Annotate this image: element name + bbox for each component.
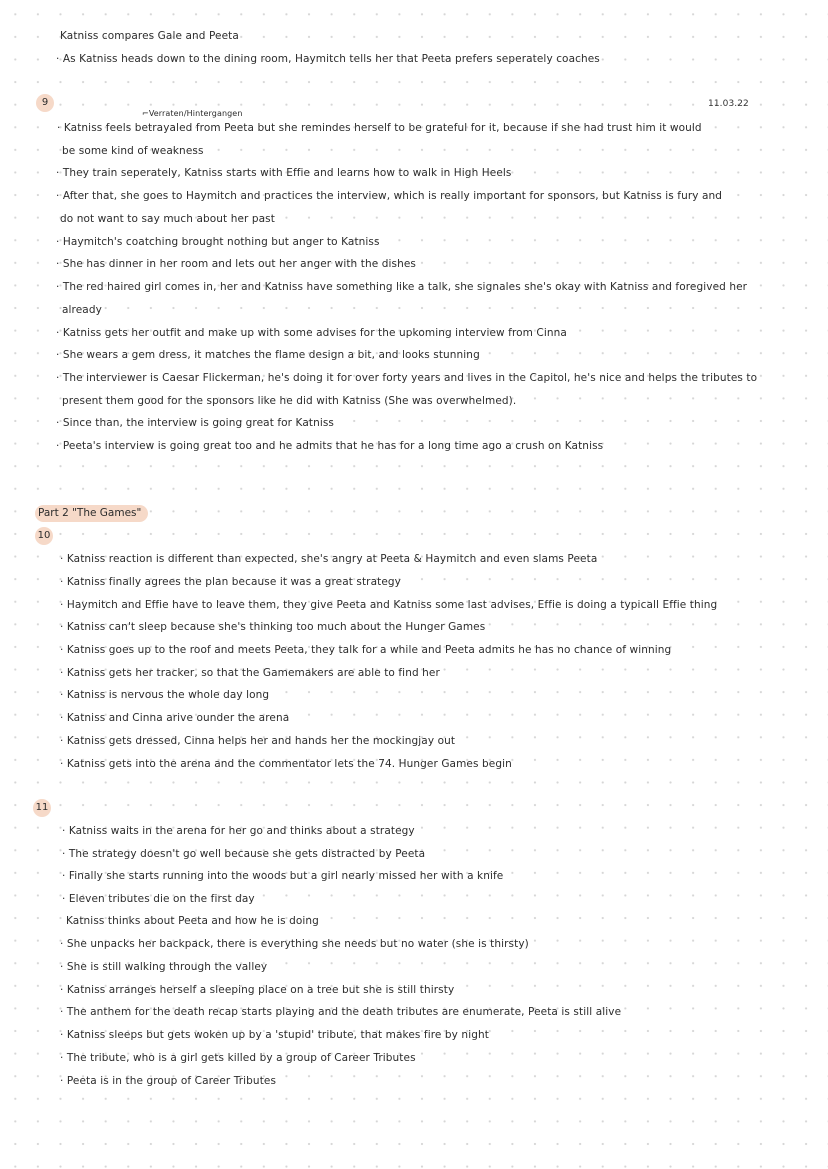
list-item: · Katniss goes up to the roof and meets Peeta, they talk for a while and Peeta admits he has no chance of winning <box>60 644 672 656</box>
list-item: · Finally she starts running into the woods but a girl nearly missed her with a knife <box>62 870 504 882</box>
list-item: · Katniss is nervous the whole day long <box>60 689 270 701</box>
list-item: do not want to say much about her past <box>60 213 275 225</box>
list-item: · Eleven tributes die on the first day <box>62 893 255 905</box>
list-item: · Since than, the interview is going great for Katniss <box>56 417 334 429</box>
list-item: · Katniss gets her tracker, so that the Gamemakers are able to find her <box>60 667 440 679</box>
list-item: Katniss thinks about Peeta and how he is doing <box>66 915 319 927</box>
list-item: · Katniss feels betrayaled from Peeta but she remindes herself to be grateful for it, because if she had trust him it would <box>57 122 702 134</box>
intro-line: Katniss compares Gale and Peeta <box>60 30 239 42</box>
chapter-10-badge: 10 <box>35 527 53 545</box>
chapter-11-badge: 11 <box>33 799 51 817</box>
list-item: · Haymitch's coatching brought nothing but anger to Katniss <box>56 236 380 248</box>
date-label: 11.03.22 <box>708 99 749 109</box>
annotation-text: Verraten/Hintergangen <box>148 109 243 118</box>
list-item: · Katniss gets into the arena and the commentator lets the 74. Hunger Games begin <box>60 758 512 770</box>
list-item: · Katniss arranges herself a sleeping place on a tree but she is still thirsty <box>60 984 455 996</box>
list-item: · Katniss can't sleep because she's thinking too much about the Hunger Games <box>60 621 486 633</box>
part-2-title: Part 2 "The Games" <box>35 505 148 522</box>
list-item: · The red haired girl comes in, her and Katniss have something like a talk, she signales she's okay with Katniss and foregived her <box>56 281 748 293</box>
list-item: · She wears a gem dress, it matches the flame design a bit, and looks stunning <box>56 349 480 361</box>
list-item: · Katniss reaction is different than expected, she's angry at Peeta & Haymitch and even slams Peeta <box>60 553 598 565</box>
list-item: be some kind of weakness <box>62 145 204 157</box>
list-item: · She is still walking through the valley <box>60 961 268 973</box>
annotation-note <box>142 107 243 120</box>
list-item: · She unpacks her backpack, there is everything she needs but no water (she is thirsty) <box>60 938 529 950</box>
list-item: · Katniss gets dressed, Cinna helps her and hands her the mockingjay out <box>60 735 456 747</box>
list-item: present them good for the sponsors like he did with Katniss (She was overwhelmed). <box>62 395 517 407</box>
list-item: · They train seperately, Katniss starts with Effie and learns how to walk in High Heels <box>56 167 512 179</box>
corner-arrow-icon: ⌐ <box>142 109 149 118</box>
list-item: · The anthem for the death recap starts playing and the death tributes are enumerate, Peeta is still alive <box>60 1006 622 1018</box>
list-item: already <box>62 304 102 316</box>
list-item: · The interviewer is Caesar Flickerman, he's doing it for over forty years and lives in the Capitol, he's nice and helps the tributes to <box>56 372 758 384</box>
intro-line: · As Katniss heads down to the dining room, Haymitch tells her that Peeta prefers seperately coaches <box>56 53 600 65</box>
list-item: · Peeta is in the group of Career Tributes <box>60 1075 277 1087</box>
list-item: · Katniss waits in the arena for her go and thinks about a strategy <box>62 825 415 837</box>
list-item: · The tribute, who is a girl gets killed by a group of Career Tributes <box>60 1052 416 1064</box>
list-item: · Katniss and Cinna arive ounder the arena <box>60 712 290 724</box>
list-item: · Peeta's interview is going great too and he admits that he has for a long time ago a crush on Katniss <box>56 440 604 452</box>
list-item: · The strategy doesn't go well because she gets distracted by Peeta <box>62 848 426 860</box>
chapter-9-badge: 9 <box>36 94 54 112</box>
list-item: · Katniss finally agrees the plan because it was a great strategy <box>60 576 401 588</box>
list-item: · Katniss gets her outfit and make up with some advises for the upkoming interview from Cinna <box>56 327 567 339</box>
list-item: · She has dinner in her room and lets out her anger with the dishes <box>56 258 416 270</box>
list-item: · After that, she goes to Haymitch and practices the interview, which is really important for sponsors, but Katniss is fury and <box>56 190 723 202</box>
list-item: · Katniss sleeps but gets woken up by a 'stupid' tribute, that makes fire by night <box>60 1029 489 1041</box>
list-item: · Haymitch and Effie have to leave them, they give Peeta and Katniss some last advises, Effie is doing a typicall Effie thing <box>60 599 718 611</box>
